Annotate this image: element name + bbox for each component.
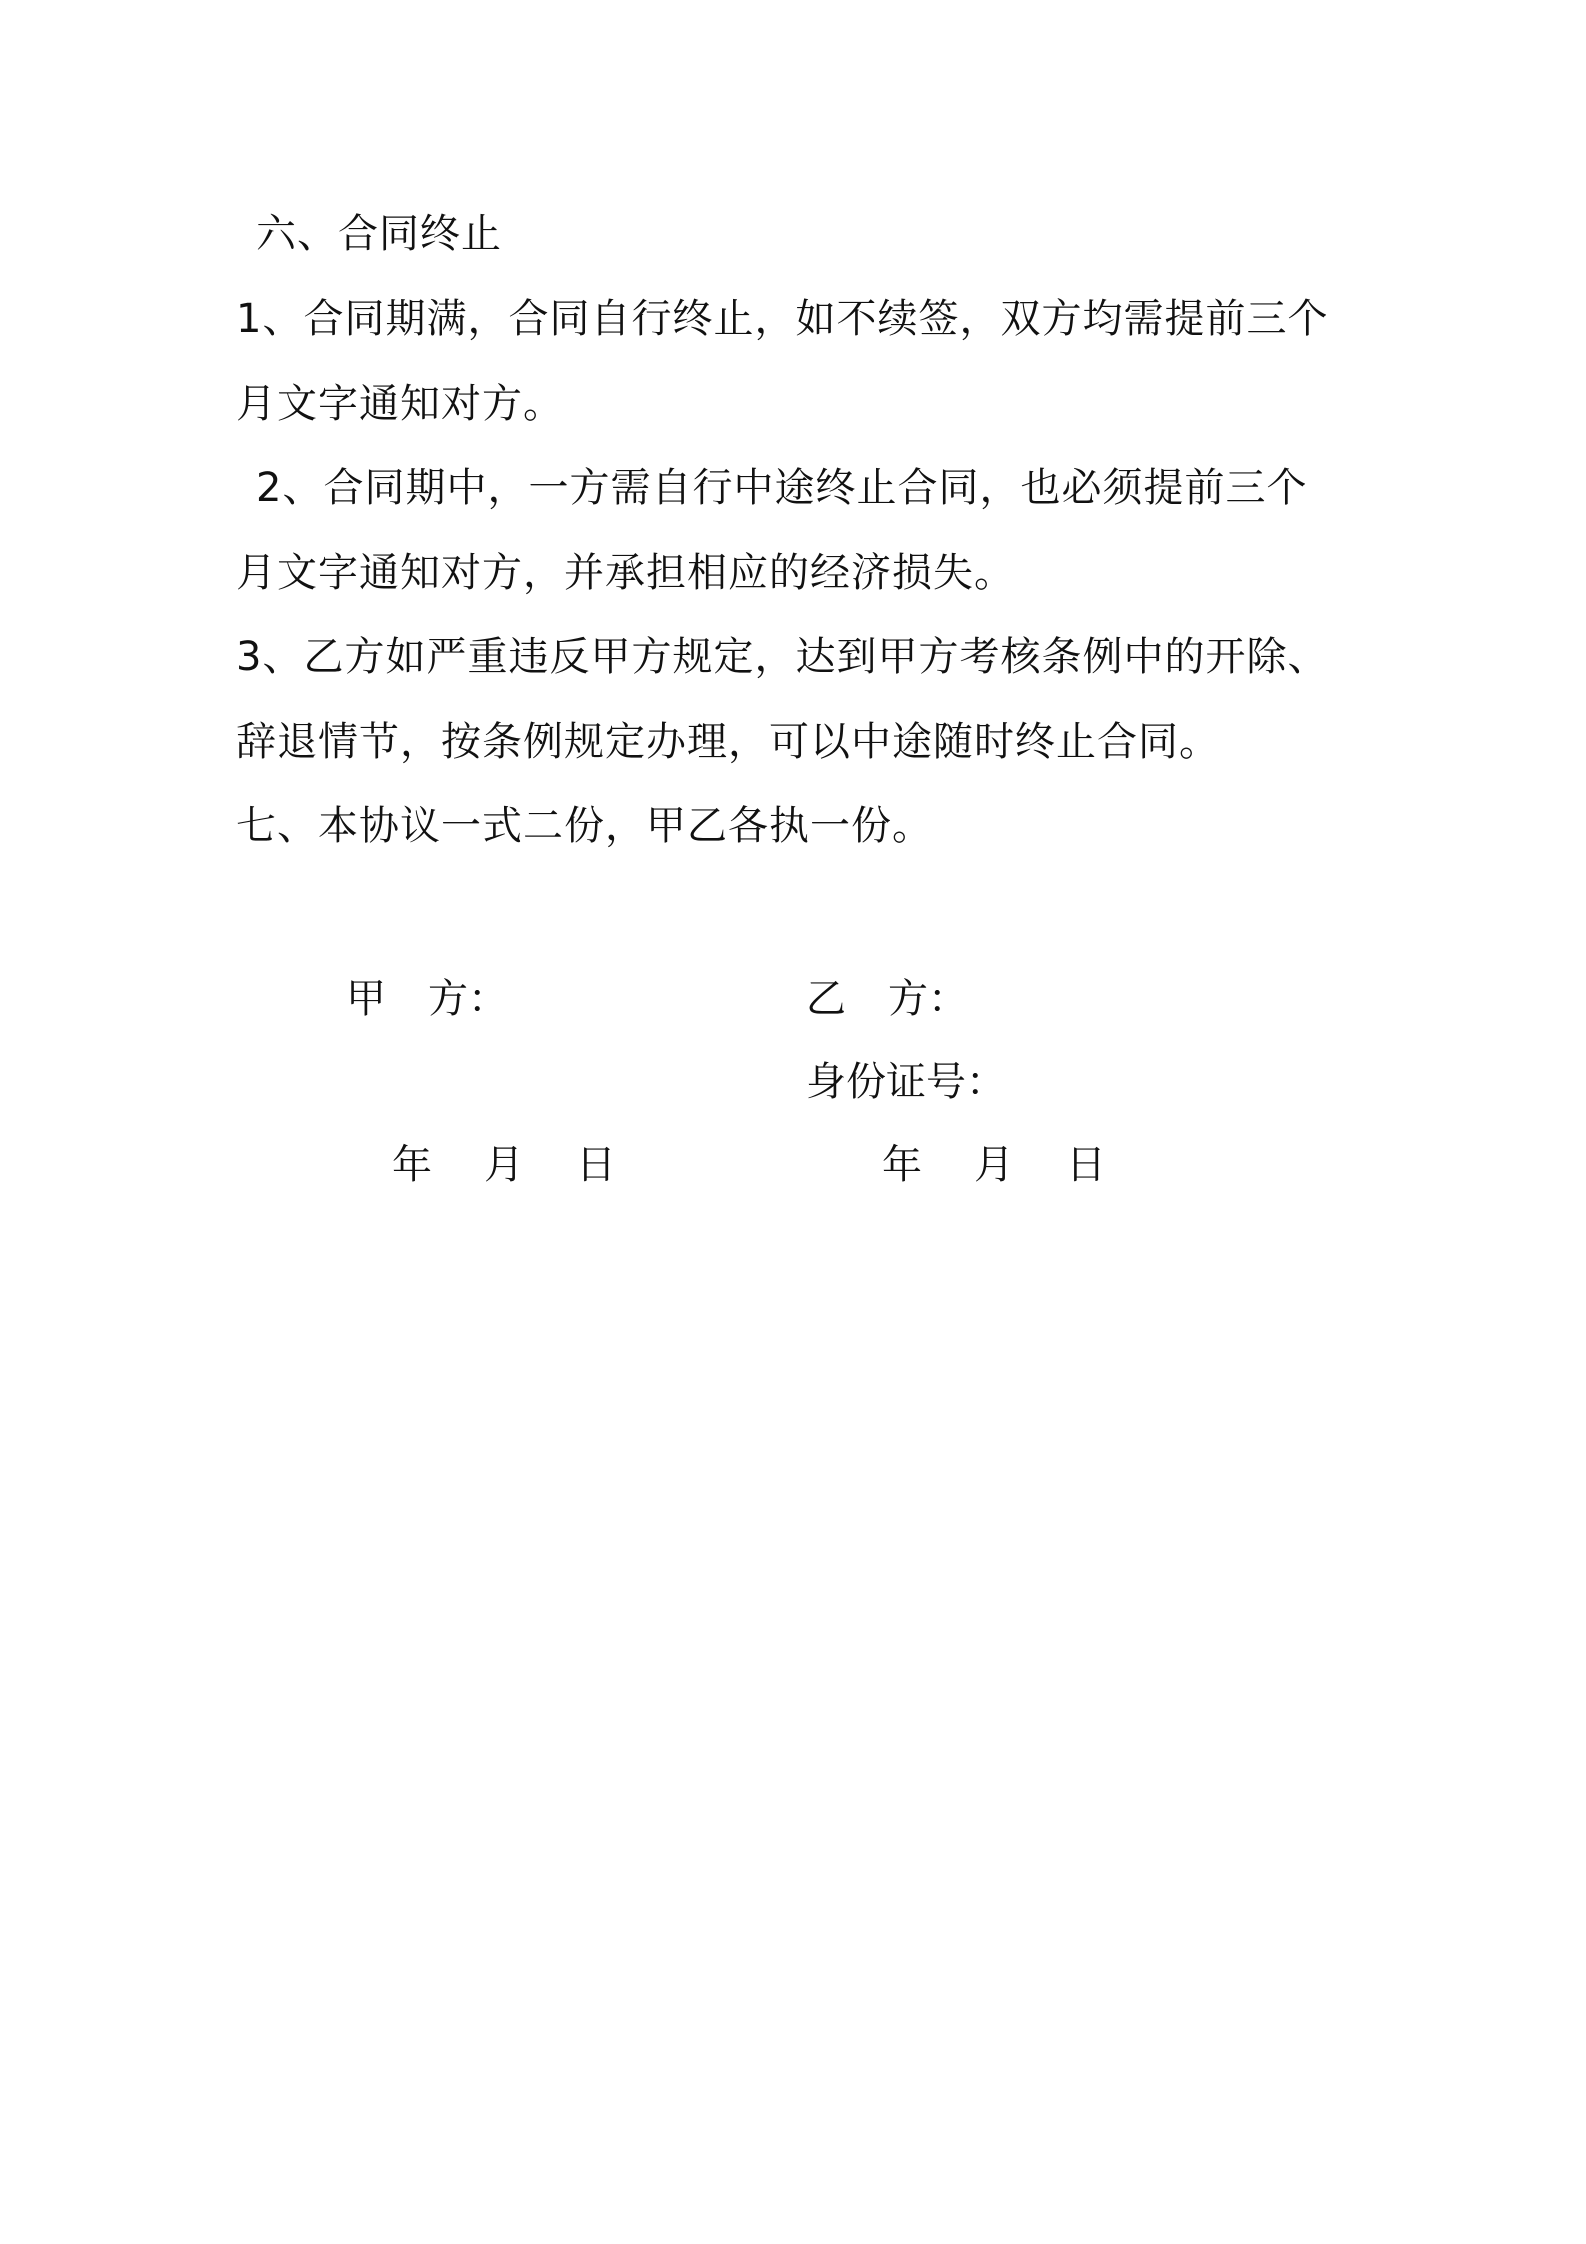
party-a-date [392,1141,616,1189]
clause-2-line-2: 月文字通知对方，并承担相应的经济损失。 [236,550,1015,596]
clause-3-line-2: 辞退情节，按条例规定办理，可以中途随时终止合同。 [236,719,1220,765]
party-b-year: 年 [882,1142,922,1188]
party-b-date [882,1141,1106,1189]
party-b-month: 月 [974,1142,1014,1188]
party-a-month: 月 [484,1142,524,1188]
section-seven: 七、本协议一式二份，甲乙各执一份。 [236,803,933,849]
party-b-char-1: 乙 [806,976,846,1022]
party-a-char-1: 甲 [346,976,386,1022]
party-a-year: 年 [392,1142,432,1188]
party-b-day: 日 [1066,1142,1106,1188]
party-a-char-2: 方： [428,976,508,1022]
clause-2-line-1: 2、合同期中，一方需自行中途终止合同，也必须提前三个 [256,465,1308,511]
clause-1-line-1: 1、合同期满，合同自行终止，如不续签，双方均需提前三个 [236,296,1329,342]
section-six-title: 六、合同终止 [256,211,502,257]
party-b-label [806,975,968,1023]
party-b-char-2: 方： [888,976,968,1022]
clause-3-line-1: 3、乙方如严重违反甲方规定，达到甲方考核条例中的开除、 [236,634,1329,680]
party-a-label [346,975,508,1023]
party-b-id-label: 身份证号： [806,1059,1006,1105]
clause-1-line-2: 月文字通知对方。 [236,381,564,427]
party-a-day: 日 [576,1142,616,1188]
